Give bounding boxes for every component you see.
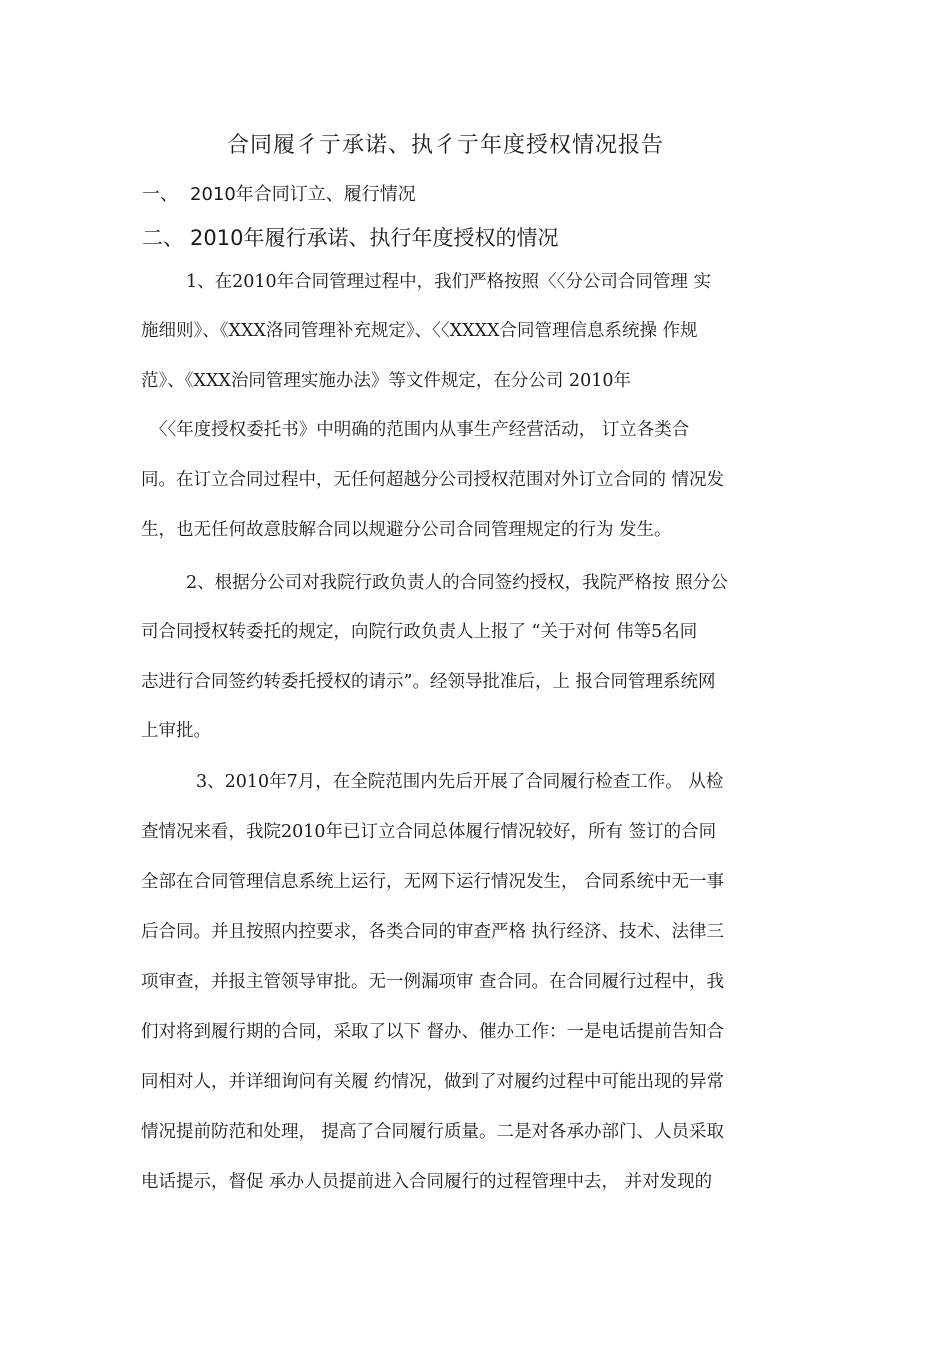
paragraph-2-line: 上审批。 (141, 721, 211, 741)
paragraph-3-line: 同相对人，并详细询问有关履 约情况，做到了对履约过程中可能出现的异常 (141, 1072, 725, 1092)
section-heading-1 (142, 180, 416, 206)
paragraph-3-line: 查情况来看，我院2010年已订立合同总体履行情况较好，所有 签订的合同 (141, 822, 717, 842)
paragraph-1-line: 〈〈年度授权委托书》中明确的范围内从事生产经营活动， 订立各类合 (150, 420, 690, 440)
page-title: 合同履彳亍承诺、执彳亍年度授权情况报告 (227, 133, 665, 158)
section-heading-text: 2010年合同订立、履行情况 (190, 184, 416, 205)
paragraph-3-line: 电话提示，督促 承办人员提前进入合同履行的过程管理中去， 并对发现的 (141, 1172, 713, 1192)
paragraph-1-line: 1、在2010年合同管理过程中，我们严格按照〈〈分公司合同管理 实 (186, 272, 711, 292)
paragraph-1-line: 范》、《XXX治同管理实施办法》等文件规定，在分公司 2010年 (141, 371, 631, 391)
paragraph-1-line: 同。在订立合同过程中，无任何超越分公司授权范围对外订立合同的 情况发 (141, 470, 725, 490)
section-number: 一、 (142, 184, 178, 205)
section-heading-2 (142, 222, 558, 252)
paragraph-1-line: 施细则》、《XXX洛同管理补充规定》、〈〈XXXX合同管理信息系统操 作规 (141, 321, 698, 341)
paragraph-3-line: 项审查，并报主管领导审批。无一例漏项审 查合同。在合同履行过程中，我 (141, 972, 725, 992)
paragraph-2-line: 司合同授权转委托的规定，向院行政负责人上报了 “关于对何 伟等5名同 (141, 622, 698, 642)
paragraph-1-line: 生，也无任何故意肢解合同以规避分公司合同管理规定的行为 发生。 (141, 520, 672, 540)
paragraph-3-line: 3、2010年7月，在全院范围内先后开展了合同履行检查工作。 从检 (196, 772, 724, 792)
paragraph-2-line: 2、根据分公司对我院行政负责人的合同签约授权，我院严格按 照分公 (186, 573, 728, 593)
section-heading-text: 2010年履行承诺、执行年度授权的情况 (190, 226, 559, 250)
section-number: 二、 (142, 226, 184, 250)
paragraph-3-line: 后合同。并且按照内控要求，各类合同的审查严格 执行经济、技术、法律三 (141, 922, 725, 942)
paragraph-3-line: 们对将到履行期的合同，采取了以下 督办、催办工作：一是电话提前告知合 (141, 1022, 725, 1042)
paragraph-3-line: 全部在合同管理信息系统上运行，无网下运行情况发生， 合同系统中无一事 (141, 872, 725, 892)
paragraph-3-line: 情况提前防范和处理， 提高了合同履行质量。二是对各承办部门、人员采取 (141, 1122, 725, 1142)
paragraph-2-line: 志进行合同签约转委托授权的请示”。经领导批准后，上 报合同管理系统网 (141, 672, 716, 692)
